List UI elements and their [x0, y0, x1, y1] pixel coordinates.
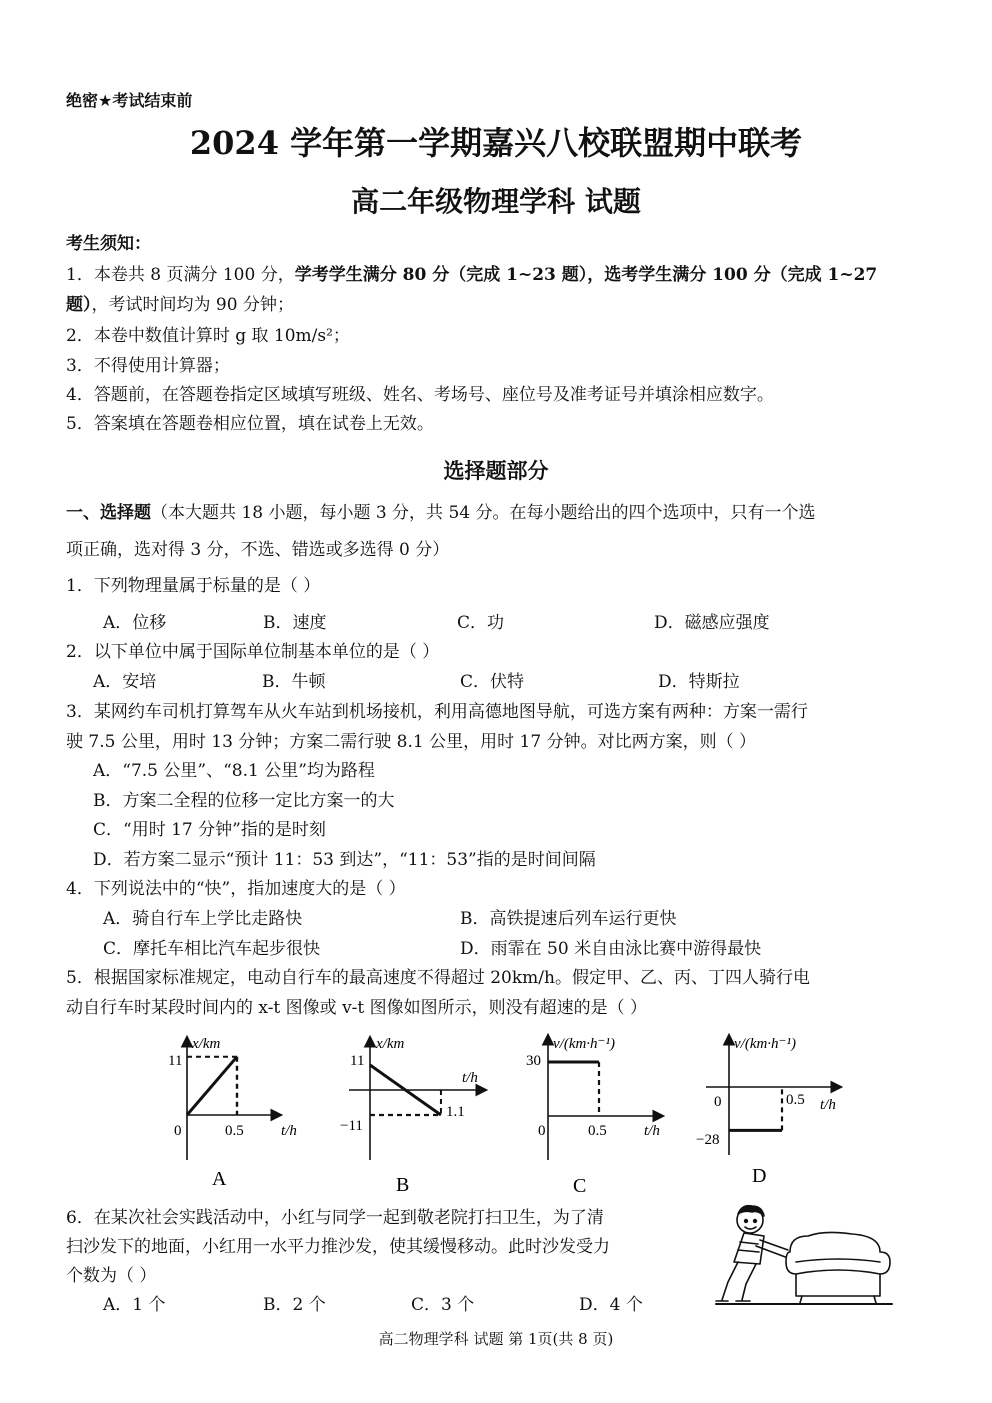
notice-item-2: 2．本卷中数值计算时 g 取 10m/s²；: [66, 326, 350, 346]
q1-option-a: A．位移: [103, 613, 167, 633]
notice-item-1-b: 学考学生满分 80 分（完成 1~23 题），选考学生满分 100 分（完成 1~27: [294, 265, 878, 285]
q2-option-a: A．安培: [93, 672, 157, 692]
q4-option-d: D．雨霏在 50 米自由泳比赛中游得最快: [460, 939, 762, 959]
graph-c-tick-30: 30: [526, 1053, 541, 1069]
exam-title: 2024 学年第一学期嘉兴八校联盟期中联考: [189, 124, 803, 162]
q1-option-b: B．速度: [263, 613, 327, 633]
q1-option-c: C．功: [457, 613, 505, 633]
graph-c-xlabel: t/h: [644, 1123, 660, 1139]
q5-stem-2: 动自行车时某段时间内的 x-t 图像或 v-t 图像如图所示，则没有超速的是（ ）: [66, 998, 648, 1018]
q3-stem-2: 驶 7.5 公里，用时 13 分钟；方案二需行驶 8.1 公里，用时 17 分钟。对比两方案，则（ ）: [66, 732, 756, 752]
q2-option-b: B．牛顿: [262, 672, 326, 692]
graph-d: [696, 1036, 840, 1187]
graph-a: [168, 1036, 297, 1190]
graph-b-tick-11x: 1.1: [446, 1104, 465, 1120]
q6-option-b: B．2 个: [263, 1295, 326, 1315]
notice-item-1-cont: [66, 295, 294, 315]
q6-option-a: A．1 个: [103, 1295, 166, 1315]
graph-d-tick-05: 0.5: [786, 1092, 805, 1108]
q3-stem-1: 3．某网约车司机打算驾车从火车站到机场接机，利用高德地图导航，可选方案有两种：方案一需行: [66, 702, 808, 722]
q1-stem: 1．下列物理量属于标量的是（ ）: [66, 576, 321, 596]
graph-a-tick-05: 0.5: [225, 1123, 244, 1139]
graph-c-tick-05: 0.5: [588, 1123, 607, 1139]
notice-heading: 考生须知：: [66, 234, 151, 254]
graph-a-data-line: [187, 1057, 237, 1115]
graph-c: [526, 1036, 662, 1197]
notice-item-1: [66, 265, 877, 285]
graph-b-ylabel: x/km: [376, 1036, 405, 1052]
graph-c-ylabel: v/(km·h⁻¹): [553, 1036, 615, 1052]
exam-subtitle: 高二年级物理学科 试题: [351, 185, 641, 218]
q6-option-c: C．3 个: [411, 1295, 475, 1315]
q5-graphs: [0, 1030, 992, 1200]
q4-option-a: A．骑自行车上学比走路快: [103, 909, 303, 929]
q3-option-b: B．方案二全程的位移一定比方案一的大: [93, 791, 395, 811]
q1-option-d: D．磁感应强度: [654, 613, 770, 633]
graph-a-ylabel: x/km: [192, 1036, 221, 1052]
q2-option-c: C．伏特: [460, 672, 525, 692]
q3-option-d: D．若方案二显示“预计 11：53 到达”，“11：53”指的是时间间隔: [93, 850, 596, 870]
q6-stem-3: 个数为（ ）: [66, 1266, 157, 1286]
page-footer: 高二物理学科 试题 第 1页(共 8 页): [378, 1330, 614, 1348]
graph-b: [340, 1036, 485, 1196]
graph-d-tick-neg28: −28: [696, 1132, 720, 1148]
boy-pushing-sofa-illustration: [712, 1200, 897, 1310]
q3-option-c: C．“用时 17 分钟”指的是时刻: [93, 820, 326, 840]
graph-d-xlabel: t/h: [820, 1097, 836, 1113]
notice-item-1-c: 题）: [66, 295, 92, 315]
part1-header: [66, 503, 816, 523]
graph-c-origin: 0: [538, 1123, 546, 1139]
q6-option-d: D．4 个: [579, 1295, 643, 1315]
q2-option-d: D．特斯拉: [658, 672, 740, 692]
part1-desc-cont: 项正确，选对得 3 分，不选、错选或多选得 0 分）: [66, 540, 450, 560]
notice-item-3: 3．不得使用计算器；: [66, 356, 230, 376]
q2-stem: 2．以下单位中属于国际单位制基本单位的是（ ）: [66, 642, 440, 662]
confidential-mark: 绝密★考试结束前: [66, 91, 193, 110]
q4-option-c: C．摩托车相比汽车起步很快: [103, 939, 321, 959]
graph-b-caption: B: [396, 1174, 410, 1196]
graph-d-caption: D: [752, 1165, 767, 1187]
graph-b-tick-neg11: −11: [340, 1118, 363, 1134]
notice-item-5: 5．答案填在答题卷相应位置，填在试卷上无效。: [66, 414, 434, 434]
graph-a-tick-11: 11: [168, 1053, 183, 1069]
graph-d-ylabel: v/(km·h⁻¹): [734, 1036, 796, 1052]
graph-a-caption: A: [212, 1168, 227, 1190]
notice-item-4: 4．答题前，在答题卷指定区域填写班级、姓名、考场号、座位号及准考证号并填涂相应数字。: [66, 385, 774, 405]
q6-stem-2: 扫沙发下的地面，小红用一水平力推沙发，使其缓慢移动。此时沙发受力: [66, 1237, 610, 1257]
notice-item-1-d: ，考试时间均为 90 分钟；: [91, 295, 294, 315]
q6-stem-1: 6．在某次社会实践活动中，小红与同学一起到敬老院打扫卫生，为了清: [66, 1208, 604, 1228]
part1-desc: （本大题共 18 小题，每小题 3 分，共 54 分。在每小题给出的四个选项中，只有一个选: [151, 503, 816, 523]
graph-b-xlabel: t/h: [462, 1070, 478, 1086]
graph-c-caption: C: [573, 1175, 587, 1197]
graph-a-origin: 0: [174, 1123, 182, 1139]
q4-option-b: B．高铁提速后列车运行更快: [460, 909, 677, 929]
q3-option-a: A．“7.5 公里”、“8.1 公里”均为路程: [93, 761, 375, 781]
q4-stem: 4．下列说法中的“快”，指加速度大的是（ ）: [66, 879, 406, 899]
notice-item-1-a: 1．本卷共 8 页满分 100 分，: [66, 265, 295, 285]
section-title: 选择题部分: [443, 458, 549, 483]
graph-d-origin: 0: [714, 1094, 722, 1110]
graph-b-tick-11: 11: [350, 1053, 365, 1069]
graph-a-xlabel: t/h: [281, 1123, 297, 1139]
q5-stem-1: 5．根据国家标准规定，电动自行车的最高速度不得超过 20km/h。假定甲、乙、丙、丁四人骑行电: [66, 968, 810, 988]
part1-label: 一、选择题: [66, 503, 151, 523]
